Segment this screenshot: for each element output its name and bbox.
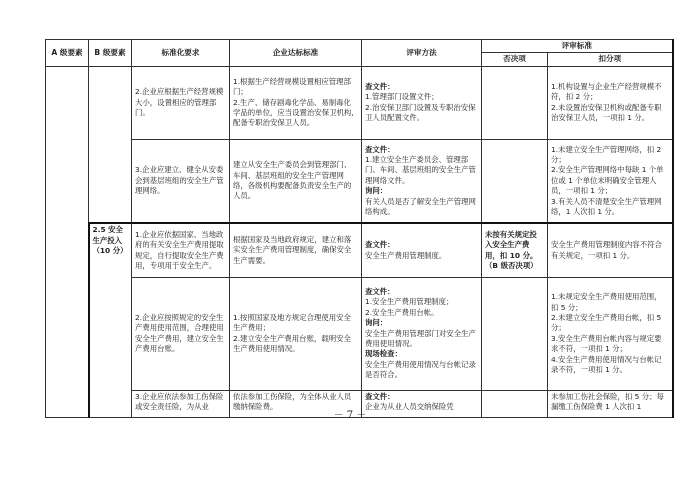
b-element-cell: 2.5 安全生产投入（10 分） [89, 223, 132, 417]
method-cell: 查文件： 企业为从业人员交纳保险凭 [362, 390, 482, 417]
deduction-cell: 安全生产费用管理制度内容不符合有关规定，一项扣 1 分。 [548, 223, 673, 277]
veto-cell: 未按有关规定投入安全生产费用，扣 10 分。（B 级否决项） [482, 223, 548, 277]
header-a-element: A 级要素 [46, 40, 89, 67]
standard-cell: 根据国家及当地政府规定，建立和落实安全生产费用管理制度，确保安全生产需要。 [230, 223, 362, 277]
table-row [46, 139, 673, 223]
deduction-cell: 1.未建立安全生产管理网络，扣 2 分； 2.安全生产管理网络中每缺 1 个单位或 1 个单位未明确安全管理人员，一项扣 1 分； 3.有关人员不清楚安全生产管理网络，1 人次扣 1 分。 [548, 139, 673, 223]
standard-cell: 1.按照国家及地方规定合理使用安全生产费用； 2.建立安全生产费用台账，载明安全生产费用使用情况。 [230, 277, 362, 390]
evaluation-table [45, 39, 674, 418]
standard-cell: 依法参加工伤保险，为全体从业人员缴纳保险费。 [230, 390, 362, 417]
requirement-cell: 3.企业应建立、健全从安委会到基层班组的安全生产管理网络。 [132, 139, 230, 223]
standard-cell: 建立从安全生产委员会到管理部门、车间、基层班组的安全生产管理网络，各级机构要配备负责安全生产的人员。 [230, 139, 362, 223]
header-review-criteria: 评审标准 [482, 40, 673, 53]
requirement-cell: 3.企业应依法参加工伤保险或安全责任险，为从业 [132, 390, 230, 417]
veto-cell [482, 66, 548, 139]
header-deduction: 扣分项 [548, 53, 673, 66]
veto-cell [482, 277, 548, 390]
method-cell: 查文件： 1.建立安全生产委员会、管理部门、车间、基层班组的安全生产管理网络文件。 询问： 有关人员是否了解安全生产管理网络构成。 [362, 139, 482, 223]
deduction-cell: 1.机构设置与企业生产经营规模不符，扣 2 分； 2.未设置治安保卫机构或配备专职治安保卫人员，一项扣 1 分。 [548, 66, 673, 139]
method-cell: 查文件： 安全生产费用管理制度。 [362, 223, 482, 277]
requirement-cell: 2.企业应根据生产经营规模大小，设置相应的管理部门。 [132, 66, 230, 139]
deduction-cell: 1.未规定安全生产费用使用范围，扣 5 分； 2.未建立安全生产费用台帐，扣 5 分； 3.安全生产费用台帐内容与规定要求不符，一项扣 1 分； 4.安全生产费用使用情况与台帐记录不符，一项扣 1 分。 [548, 277, 673, 390]
header-enterprise-standard: 企业达标标准 [230, 40, 362, 67]
a-element-cell [46, 66, 89, 417]
header-b-element: B 级要素 [89, 40, 132, 67]
method-cell: 查文件： 1.管理部门设置文件； 2.治安保卫部门设置及专职治安保卫人员配置文件。 [362, 66, 482, 139]
header-standard-requirement: 标准化要求 [132, 40, 230, 67]
b-element-cell [89, 66, 132, 223]
standard-cell: 1.根据生产经营规模设置相应管理部门； 2.生产、储存剧毒化学品、易制毒化学品的单位，应当设置治安保卫机构,配备专职治安保卫人员。 [230, 66, 362, 139]
method-cell: 查文件： 1.安全生产费用管理制度； 2.安全生产费用台帐。 询问： 安全生产费用管理部门对安全生产费用使用情况。 现场检查： 安全生产费用使用情况与台帐记录是否符合。 [362, 277, 482, 390]
header-veto: 否决项 [482, 53, 548, 66]
veto-cell [482, 139, 548, 223]
deduction-cell: 未参加工伤社会保险，扣 5 分；每漏缴工伤保险费 1 人次扣 1 [548, 390, 673, 417]
table-row [46, 223, 673, 277]
table-row [46, 66, 673, 139]
requirement-cell: 1.企业应依据国家、当地政府的有关安全生产费用提取规定，自行提取安全生产费用，专项用于安全生产。 [132, 223, 230, 277]
header-review-method: 评审方法 [362, 40, 482, 67]
requirement-cell: 2.企业应按照规定的安全生产费用使用范围，合理使用安全生产费用，建立安全生产费用台账。 [132, 277, 230, 390]
page-number: － 7 － [333, 410, 367, 421]
table-row [46, 277, 673, 390]
